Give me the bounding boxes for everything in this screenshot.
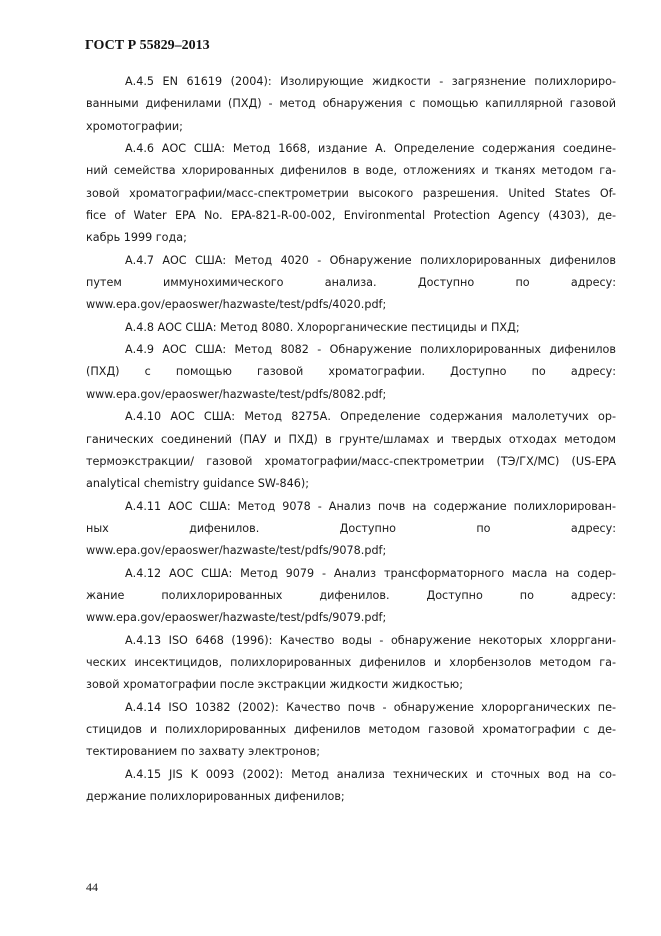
text-line: analytical chemistry guidance SW-846); <box>86 477 309 491</box>
text-line: А.4.11 АОС США: Метод 9078 - Анализ почв на содержание полихлорирован- <box>125 499 616 513</box>
text-line: ческих инсектицидов, полихлорированных дифенилов и хлорбензолов методом га- <box>86 655 616 669</box>
text-line: термоэкстракции/ газовой хроматографии/масс-спектрометрии (ТЭ/ГХ/МС) (US-EPA <box>86 454 616 468</box>
reference-paragraph <box>86 71 616 138</box>
page-number: 44 <box>86 880 98 894</box>
reference-paragraph <box>86 339 616 406</box>
text-line: стицидов и полихлорированных дифенилов методом газовой хроматографии с де- <box>86 722 616 736</box>
reference-paragraph <box>86 563 616 630</box>
reference-paragraph <box>86 317 616 339</box>
text-line: кабрь 1999 года; <box>86 231 187 245</box>
text-line: www.epa.gov/epaoswer/hazwaste/test/pdfs/9078.pdf; <box>86 544 387 558</box>
text-line: А.4.7 АОС США: Метод 4020 - Обнаружение полихлорированных дифенилов <box>125 253 616 267</box>
reference-paragraph <box>86 138 616 250</box>
text-line: жание полихлорированных дифенилов. Доступно по адресу: <box>86 588 616 602</box>
text-line: А.4.13 ISO 6468 (1996): Качество воды - обнаружение некоторых хлорргани- <box>125 633 616 647</box>
text-line: www.epa.gov/epaoswer/hazwaste/test/pdfs/8082.pdf; <box>86 387 387 401</box>
text-line: А.4.10 АОС США: Метод 8275А. Определение содержания малолетучих ор- <box>125 410 616 424</box>
reference-paragraph <box>86 406 616 495</box>
reference-paragraph <box>86 250 616 317</box>
text-line: А.4.9 АОС США: Метод 8082 - Обнаружение полихлорированных дифенилов <box>125 343 616 357</box>
text-line: www.epa.gov/epaoswer/hazwaste/test/pdfs/9079.pdf; <box>86 611 387 625</box>
reference-paragraph <box>86 764 616 809</box>
text-line: А.4.15 JIS K 0093 (2002): Метод анализа технических и сточных вод на со- <box>125 767 616 781</box>
reference-paragraph <box>86 496 616 563</box>
text-line: ных дифенилов. Доступно по адресу: <box>86 521 616 535</box>
text-line: держание полихлорированных дифенилов; <box>86 790 345 803</box>
document-header: ГОСТ Р 55829–2013 <box>85 38 210 53</box>
text-line: зовой хроматографии после экстракции жидкости жидкостью; <box>86 678 463 692</box>
text-line: (ПХД) с помощью газовой хроматографии. Доступно по адресу: <box>86 365 616 379</box>
text-line: ний семейства хлорированных дифенилов в воде, отложениях и тканях методом га- <box>86 164 616 178</box>
reference-paragraph <box>86 630 616 697</box>
text-line: www.epa.gov/epaoswer/hazwaste/test/pdfs/4020.pdf; <box>86 298 387 312</box>
text-line: А.4.12 АОС США: Метод 9079 - Анализ трансформаторного масла на содер- <box>125 566 616 580</box>
text-line: тектированием по захвату электронов; <box>86 745 321 759</box>
text-line: А.4.6 АОС США: Метод 1668, издание А. Определение содержания соедине- <box>125 142 616 156</box>
text-line: путем иммунохимического анализа. Доступно по адресу: <box>86 276 616 290</box>
text-line: fice of Water EPA No. EPA-821-R-00-002, Environmental Protection Agency (4303), де- <box>86 209 616 223</box>
text-line: А.4.14 ISO 10382 (2002): Качество почв - обнаружение хлорорганических пе- <box>125 700 616 714</box>
text-line: ганических соединений (ПАУ и ПХД) в грунте/шламах и твердых отходах методом <box>86 432 616 446</box>
text-line: ванными дифенилами (ПХД) - метод обнаружения с помощью капиллярной газовой <box>86 97 616 111</box>
text-line: А.4.5 EN 61619 (2004): Изолирующие жидкости - загрязнение полихлориро- <box>125 75 616 88</box>
reference-paragraph <box>86 697 616 764</box>
text-line: зовой хроматографии/масс-спектрометрии высокого разрешения. United States Of- <box>86 186 616 200</box>
text-line: А.4.8 АОС США: Метод 8080. Хлорорганические пестициды и ПХД; <box>125 320 520 334</box>
document-body <box>86 71 616 808</box>
text-line: хромотографии; <box>86 119 183 133</box>
